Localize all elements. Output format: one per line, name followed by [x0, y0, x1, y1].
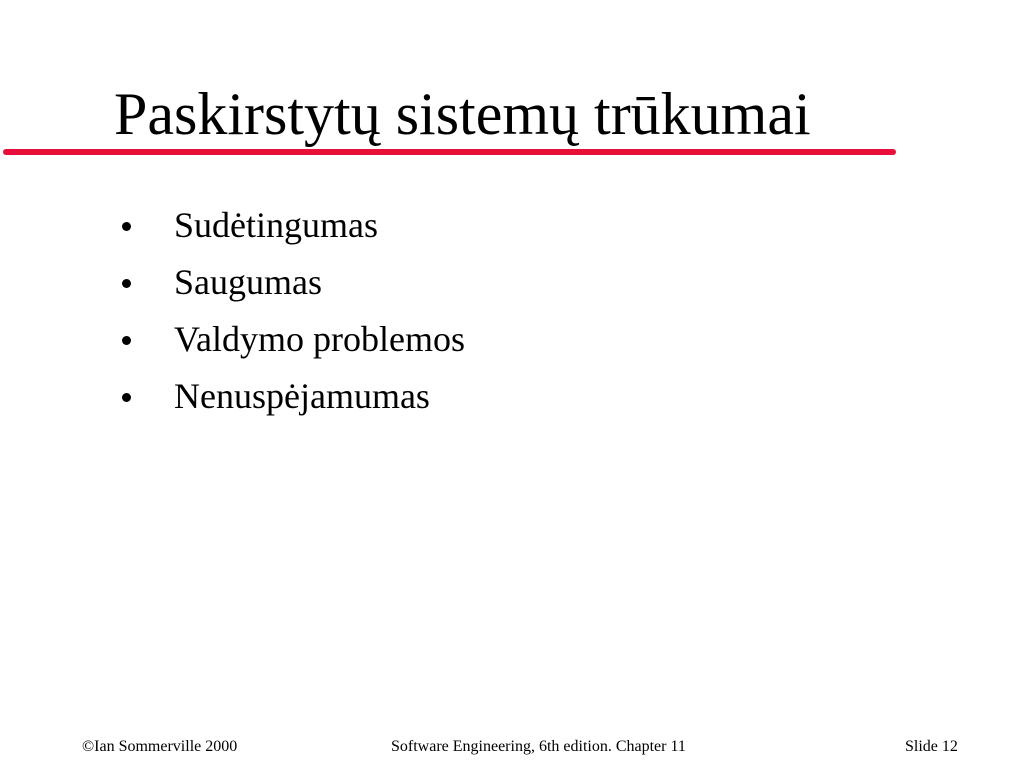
- list-item: [122, 310, 465, 367]
- bullet-icon: [122, 279, 131, 288]
- list-item: [122, 196, 465, 253]
- bullet-text: Sudėtingumas: [174, 204, 378, 245]
- bullet-text: Saugumas: [174, 261, 322, 302]
- bullet-text: Valdymo problemos: [174, 318, 465, 359]
- bullet-icon: [122, 336, 131, 345]
- bullet-list: [122, 196, 465, 424]
- bullet-icon: [122, 222, 131, 231]
- slide-title: Paskirstytų sistemų trūkumai: [114, 81, 811, 147]
- footer-copyright: ©Ian Sommerville 2000: [82, 738, 238, 755]
- list-item: [122, 367, 465, 424]
- bullet-text: Nenuspėjamumas: [174, 375, 430, 416]
- footer-book-title: Software Engineering, 6th edition. Chapter 11: [391, 738, 686, 755]
- list-item: [122, 253, 465, 310]
- footer-slide-number: Slide 12: [905, 738, 958, 755]
- bullet-icon: [122, 393, 131, 402]
- title-underline: [3, 149, 896, 155]
